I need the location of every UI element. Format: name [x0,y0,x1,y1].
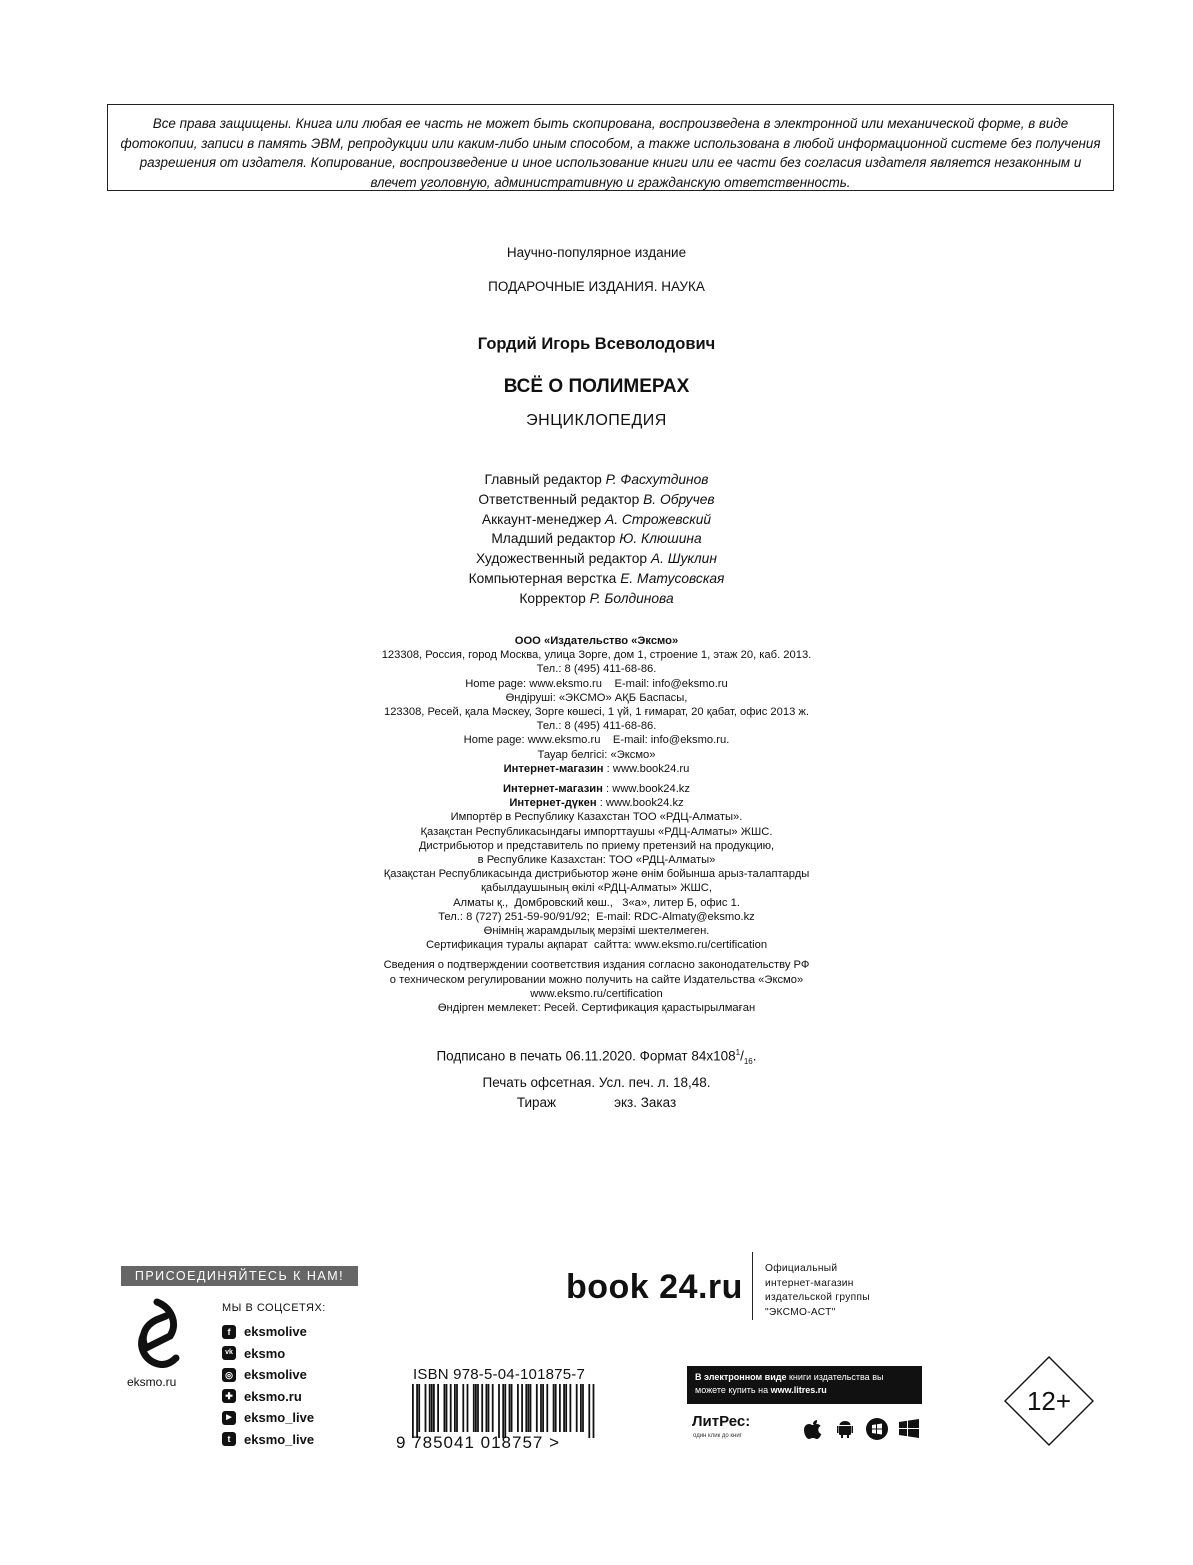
author-name: Гордий Игорь Всеволодович [477,335,716,353]
eksmo-site-label: eksmo.ru [127,1375,177,1389]
printing-info [0,1043,1193,1114]
barcode-bar [486,1384,488,1432]
imprint-line: Алматы қ., Домбровский көш., 3«а», литер Б, офис 1. [453,896,740,909]
imprint-line: Өндіруші: «ЭКСМО» АҚБ Баспасы, [505,691,688,704]
social-item[interactable] [222,1343,314,1365]
imprint-line: Home page: www.eksmo.ru E-mail: info@eksmo.ru [465,677,728,690]
genre-label: Научно-популярное издание [506,245,687,260]
imprint-line: Сведения о подтверждении соответствия издания согласно законодательству РФ [383,959,810,972]
book24-logo: book 24.ru [566,1268,743,1306]
barcode-bar [454,1384,456,1432]
barcode-bar [437,1384,439,1432]
book24-description: Официальный интернет-магазин издательской группы "ЭКСМО-АСТ" [765,1263,870,1318]
litres-logo: ЛитРес: [692,1413,751,1430]
barcode-bar [540,1384,542,1432]
barcode-bar [418,1384,420,1432]
rights-notice: Все права защищены. Книга или любая ее часть не может быть скопирована, воспроизведена в электронной или механической форме, в виде фотокопии, записи в память ЭВМ, репродукции или каким-либо иным способом, а также использована в любой информационной системе без получения разрешения от издателя. Копирование, воспроизведение и иное использование книги или ее части без согласия издателя является незаконным и влечет уголовную, административную и гражданскую ответственность. [107,104,1114,191]
barcode-bar [477,1384,479,1432]
barcode-bar [504,1384,506,1438]
barcode-bar [563,1384,565,1432]
eksmo-ru-icon: ✚ [222,1389,236,1403]
barcode-bar [450,1384,452,1432]
barcode-bar [446,1384,448,1432]
social-list [222,1321,314,1450]
imprint-line: Интернет-магазин : www.book24.ru [503,762,690,775]
imprint-line: www.eksmo.ru/certification [530,987,663,1000]
credit-line: Художественный редактор А. Шуклин [476,551,717,567]
barcode-bar [431,1384,433,1432]
windows-icon [897,1417,921,1441]
credit-line: Младший редактор Ю. Клюшина [491,531,702,547]
credit-line: Главный редактор Р. Фасхутдинов [484,472,709,487]
imprint-line: Тел.: 8 (727) 251-59-90/91/92; E-mail: RDC-Almaty@eksmo.kz [438,910,755,923]
barcode-image [412,1384,600,1438]
barcode-bar [553,1384,555,1432]
printing-signed: Подписано в печать 06.11.2020. Формат $84x108^1/_{16}$. [436,1048,757,1067]
barcode-bar [481,1384,483,1432]
vk-icon: vk [222,1346,236,1360]
social-item[interactable] [222,1429,314,1451]
barcode-bar [546,1384,548,1432]
imprint-line: Импортёр в Республику Казахстан ТОО «РДЦ-Алматы». [450,811,743,824]
imprint-line: Өндірген мемлекет: Ресей. Сертификация қарастырылмаған [437,1002,756,1015]
credit-line: Корректор Р. Болдинова [519,590,674,606]
book-title: ВСЁ О ПОЛИМЕРАХ [503,376,690,397]
barcode-bar [425,1384,427,1432]
barcode-bar [559,1384,561,1432]
imprint-line: Тауар белгісі: «Эксмо» [537,748,656,761]
litres-banner: В электронном виде книги издательства вы можете купить на www.litres.ru [687,1366,922,1404]
barcode-bar [488,1384,490,1432]
isbn-label: ISBN 978-5-04-101875-7 [413,1366,586,1383]
barcode-bar [588,1384,590,1438]
twitter-icon: t [222,1432,236,1446]
join-us-banner: ПРИСОЕДИНЯЙТЕСЬ К НАМ! [121,1266,358,1286]
imprint-line: Интернет-магазин : www.book24.kz [503,783,690,796]
imprint-line: қабылдаушының өкілі «РДЦ-Алматы» ЖШС, [481,882,712,895]
social-label: eksmolive [244,1324,307,1340]
youtube-icon: ▶ [222,1411,236,1425]
barcode-bar [433,1384,435,1432]
barcode-bar [456,1384,458,1432]
barcode-bar [521,1384,523,1432]
social-title: МЫ В СОЦСЕТЯХ: [222,1302,326,1314]
social-item[interactable] [222,1364,314,1386]
barcode-bar [412,1384,414,1438]
social-label: eksmo.ru [244,1388,302,1404]
barcode-bar [593,1384,595,1438]
imprint-line: 123308, Россия, город Москва, улица Зорге, дом 1, строение 1, этаж 20, каб. 2013. [381,649,812,662]
windows-phone-icon [865,1417,889,1441]
social-item[interactable] [222,1407,314,1429]
litres-tagline: один клик до книг [693,1433,742,1439]
barcode-bar [429,1384,431,1432]
barcode-bar [542,1384,544,1432]
book-subtitle: ЭНЦИКЛОПЕДИЯ [526,412,667,429]
barcode-bar [528,1384,530,1432]
barcode-bar [517,1384,519,1432]
android-icon [833,1417,857,1441]
imprint-line: Өнімнің жарамдылық мерзімі шектелмеген. [483,925,710,938]
imprint-line: Home page: www.eksmo.ru E-mail: info@eksmo.ru. [463,734,730,747]
barcode-bar [444,1384,446,1432]
facebook-icon: f [222,1325,236,1339]
imprint-line: в Республике Казахстан: ТОО «РДЦ-Алматы» [477,854,716,867]
barcode-bar [570,1384,572,1432]
imprint-line: о техническом регулировании можно получить на сайте Издательства «Эксмо» [389,973,804,986]
barcode-bar [536,1384,538,1432]
barcode-bar [580,1384,582,1432]
social-label: eksmo_live [244,1410,315,1426]
barcode-bar [416,1384,418,1438]
credit-line: Компьютерная верстка Е. Матусовская [468,570,725,586]
social-label: eksmo [244,1345,286,1361]
eksmo-logo-icon [132,1298,182,1368]
barcode-bar [498,1384,500,1438]
imprint-line: Сертификация туралы ақпарат сайтта: www.eksmo.ru/certification [425,939,768,952]
barcode-bar [467,1384,469,1432]
social-label: eksmolive [244,1367,307,1383]
barcode-bar [565,1384,567,1432]
imprint-line: Тел.: 8 (495) 411-68-86. [536,720,657,733]
imprint-line: 123308, Ресей, қала Мәскеу, Зорге көшесі, 1 үй, 1 ғимарат, 20 қабат, офис 2013 ж. [383,706,810,719]
barcode-digits: 9 785041 018757 > [396,1433,561,1452]
age-rating-badge [1004,1356,1094,1446]
barcode-bar [530,1384,532,1432]
imprint-line: Қазақстан Республикасында дистрибьютор және өнім бойынша арыз-талаптарды [383,868,810,881]
imprint-line: Интернет-дүкен : www.book24.kz [509,797,684,810]
platform-icons [801,1417,921,1441]
social-label: eksmo_live [244,1431,315,1447]
printing-run: Тираж экз. Заказ [516,1095,677,1111]
staff-credits [0,470,1193,609]
social-item[interactable] [222,1321,314,1343]
credit-line: Ответственный редактор В. Обручев [478,491,715,507]
imprint-line: Тел.: 8 (495) 411-68-86. [536,663,657,676]
social-item[interactable] [222,1386,314,1408]
barcode-bar [525,1384,527,1432]
barcode-bar [492,1384,494,1432]
imprint-line: Дистрибьютор и представитель по приему претензий на продукцию, [418,839,775,852]
apple-icon [801,1417,825,1441]
barcode-bar [462,1384,464,1432]
credit-line: Аккаунт-менеджер А. Строжевский [481,511,712,527]
barcode-bar [502,1384,504,1438]
age-rating-text: 12+ [1026,1386,1072,1416]
barcode-bar [555,1384,557,1432]
barcode-bar [473,1384,475,1432]
printing-press: Печать офсетная. Усл. печ. л. 18,48. [482,1074,711,1090]
publisher-name: ООО «Издательство «Эксмо» [514,635,679,647]
barcode-bar [475,1384,477,1432]
barcode-bar [576,1384,578,1432]
series-label: ПОДАРОЧНЫЕ ИЗДАНИЯ. НАУКА [488,279,705,294]
barcode-bar [509,1384,511,1432]
book24-divider [752,1252,753,1320]
imprint-line: Қазақстан Республикасындағы импорттаушы «РДЦ-Алматы» ЖШС. [420,825,773,838]
barcode-bar [582,1384,584,1432]
barcode-bar [511,1384,513,1432]
instagram-icon: ◎ [222,1368,236,1382]
imprint-block [0,634,1193,1015]
